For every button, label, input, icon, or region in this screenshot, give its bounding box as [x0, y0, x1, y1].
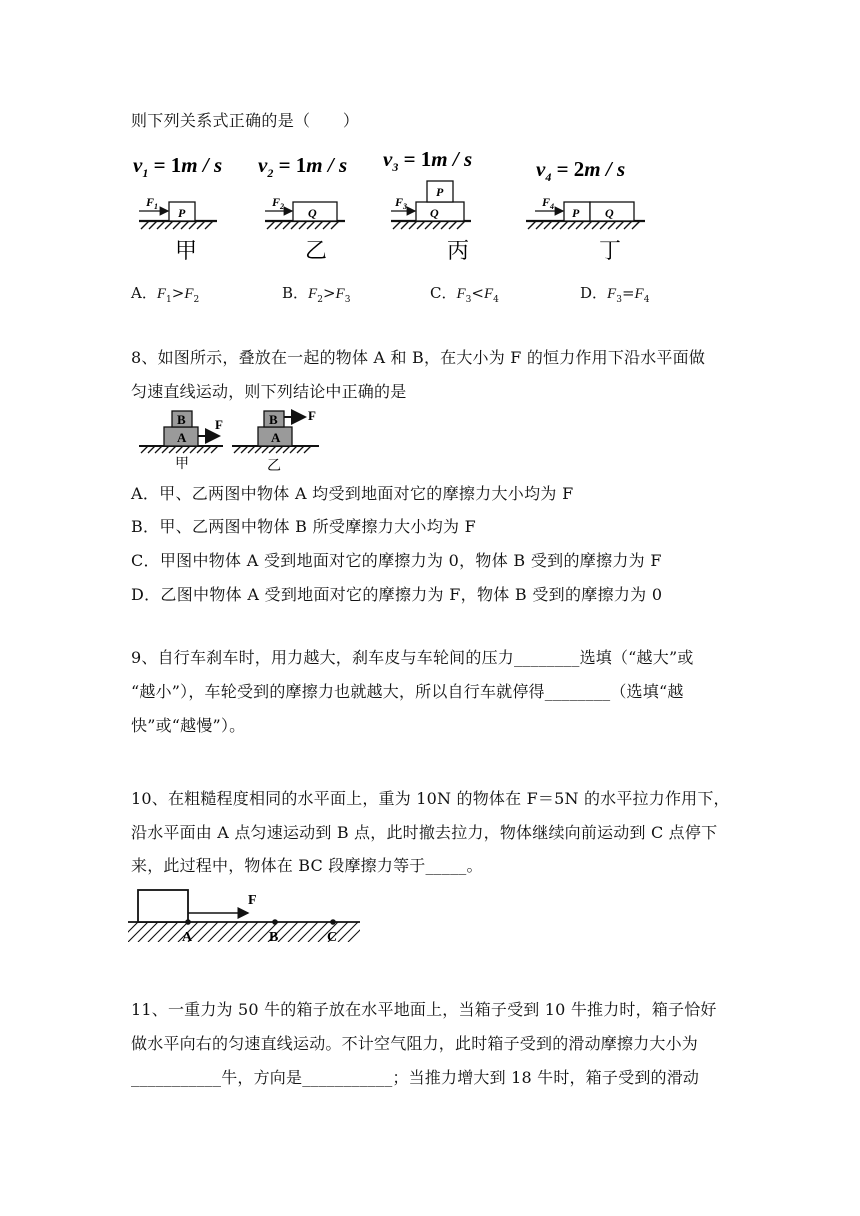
caption-ding: 丁 [599, 239, 622, 264]
q10-figure [128, 882, 363, 946]
q9-line-2: “越小”），车轮受到的摩擦力也就越大，所以自行车就停得________（选填“越 [131, 682, 684, 701]
velocity-label: $v_1 = 1m / s$ [133, 153, 223, 180]
velocity-label: $v_2 = 1m / s$ [258, 153, 348, 180]
ground-hatch [393, 221, 465, 229]
q8-stem-line-2: 匀速直线运动，则下列结论中正确的是 [131, 382, 407, 401]
point-a [185, 919, 191, 925]
svg-text:Q: Q [605, 206, 614, 220]
q8-option-a: A．甲、乙两图中物体 A 均受到地面对它的摩擦力大小均为 F [131, 484, 574, 503]
q7-panel-ding [526, 157, 645, 264]
svg-text:甲: 甲 [175, 456, 189, 472]
q7-figure [125, 140, 655, 275]
svg-text:P: P [436, 185, 444, 199]
svg-text:F4: $F_4$ [542, 195, 555, 211]
block-q [416, 202, 464, 221]
q8-panel-jia [139, 411, 223, 472]
ground-hatch [267, 221, 339, 229]
q10-line-1: 10、在粗糙程度相同的水平面上，重为 10N 的物体在 F＝5N 的水平拉力作用下， [131, 789, 730, 808]
q11-line-1: 11、一重力为 50 牛的箱子放在水平地面上，当箱子受到 10 牛推力时，箱子恰好 [131, 1000, 717, 1019]
q7-panel-yi [258, 153, 347, 264]
ground-hatch [141, 221, 213, 229]
q7-option-d: D．$F_3=F_4$ [580, 284, 650, 305]
svg-text:P: P [178, 206, 186, 220]
ground-hatch [234, 446, 311, 453]
svg-text:A: A [177, 430, 187, 445]
svg-text:P: P [572, 206, 580, 220]
q10-line-3: 来，此过程中，物体在 BC 段摩擦力等于_____。 [131, 856, 483, 875]
q11-line-3: ___________牛，方向是___________；当推力增大到 18 牛时，箱子受到的滑动 [131, 1068, 700, 1087]
svg-text:C: C [327, 930, 338, 945]
q10-line-2: 沿水平面由 A 点匀速运动到 B 点，此时撤去拉力，物体继续向前运动到 C 点停下 [131, 823, 718, 842]
svg-text:乙: 乙 [267, 458, 281, 474]
q9-line-1: 9、自行车刹车时，用力越大，刹车皮与车轮间的压力________选填（“越大”或 [131, 648, 694, 667]
svg-text:B: B [269, 930, 279, 945]
svg-text:Q: Q [308, 206, 317, 220]
q7-option-a: A．$F_1>F_2$ [131, 284, 200, 305]
caption-jia: 甲 [175, 239, 198, 264]
svg-text:F2: $F_2$ [272, 195, 285, 211]
q7-panel-bing [383, 147, 472, 264]
q8-option-c: C．甲图中物体 A 受到地面对它的摩擦力为 0，物体 B 受到的摩擦力为 F [131, 551, 662, 570]
velocity-label: $v_4 = 2m / s$ [536, 157, 626, 184]
svg-text:A: A [271, 430, 281, 445]
q7-option-b: B．$F_2>F_3$ [282, 284, 351, 305]
svg-text:Q: Q [430, 206, 439, 220]
q11-line-2: 做水平向右的匀速直线运动。不计空气阻力，此时箱子受到的滑动摩擦力大小为 [131, 1034, 699, 1053]
velocity-label: $v_3 = 1m / s$ [383, 147, 473, 174]
ground-hatch [141, 446, 218, 453]
q8-figure [137, 405, 327, 475]
q7-option-c: C．$F_3<F_4$ [430, 284, 499, 305]
q8-stem-line-1: 8、如图所示，叠放在一起的物体 A 和 B，在大小为 F 的恒力作用下沿水平面做 [131, 348, 706, 367]
ground-hatch [528, 221, 640, 229]
svg-text:A: A [182, 930, 193, 945]
svg-text:F1: $F_1$ [146, 195, 159, 211]
point-b [272, 919, 278, 925]
svg-text:F: F [215, 417, 223, 432]
svg-text:B: B [269, 412, 278, 427]
q7-stem-tail: 则下列关系式正确的是（ ） [131, 111, 360, 130]
svg-text:F: F [308, 408, 316, 423]
svg-text:B: B [177, 412, 186, 427]
caption-yi: 乙 [305, 239, 328, 264]
q9-line-3: 快”或“越慢”）。 [131, 716, 246, 735]
svg-text:F: F [248, 893, 257, 908]
q8-option-b: B．甲、乙两图中物体 B 所受摩擦力大小均为 F [131, 517, 477, 536]
q7-panel-jia [133, 153, 222, 264]
box [138, 890, 188, 922]
svg-text:F3: $F_3$ [395, 195, 408, 211]
caption-bing: 丙 [447, 239, 470, 264]
q8-option-d: D．乙图中物体 A 受到地面对它的摩擦力为 F，物体 B 受到的摩擦力为 0 [131, 585, 663, 604]
point-c [330, 919, 336, 925]
q8-panel-yi [232, 408, 319, 474]
